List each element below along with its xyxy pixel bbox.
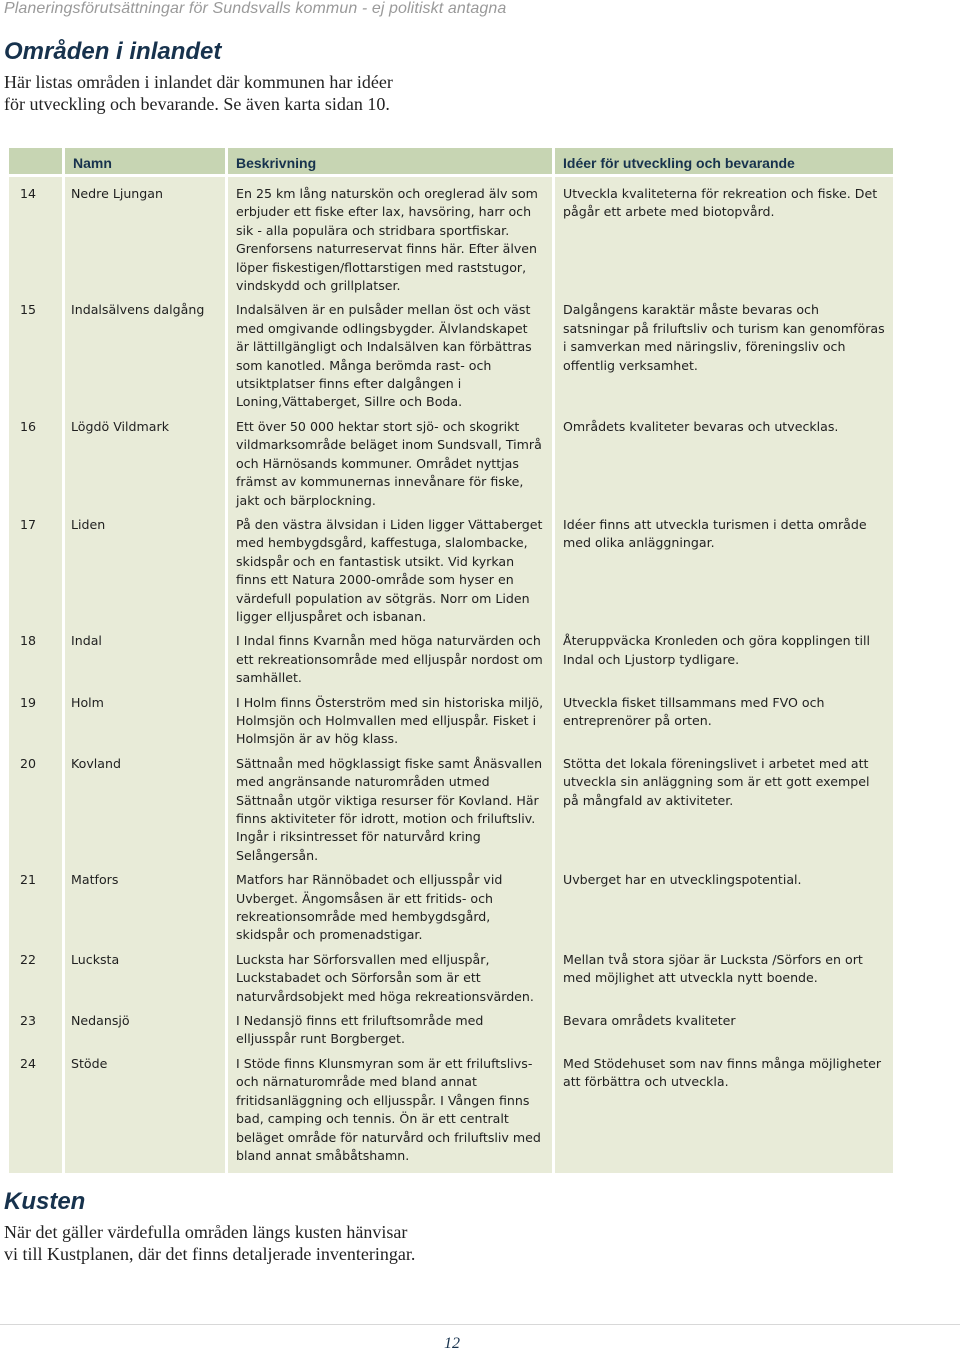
area-description: Sättnaån med högklassigt fiske samt Ånäsvallen med angränsande naturområden utmed Sättnaån utgör viktiga resurser för Kovland. Här finns aktiviteter för idrott, motion och friluftsliv. Ingår i riksintresset för naturvård kring Selångersån.: [228, 755, 552, 871]
area-number: 17: [9, 516, 62, 632]
header-description: Beskrivning: [228, 148, 552, 177]
table-row: [9, 1055, 893, 1173]
areas-table: [6, 148, 896, 1173]
table-row: [9, 301, 893, 417]
table-header-row: [9, 148, 893, 177]
table-row: [9, 755, 893, 871]
intro-line: för utveckling och bevarande. Se även karta sidan 10.: [4, 94, 390, 114]
table-row: [9, 1012, 893, 1055]
area-description: På den västra älvsidan i Liden ligger Vättaberget med hembygdsgård, kaffestuga, slalombacke, skidspår och en fantastisk utsikt. Vid kyrkan finns ett Natura 2000-område som hyser en värdefull population av sötgräs. Norr om Liden ligger elljuspåret och isbanan.: [228, 516, 552, 632]
area-name: Stöde: [65, 1055, 225, 1173]
section-intro-inlandet: [4, 71, 474, 115]
area-name: Holm: [65, 694, 225, 755]
area-description: Lucksta har Sörforsvallen med elljuspår, Luckstabadet och Sörforsån som är ett naturvårdsobjekt med höga rekreationsvärden.: [228, 951, 552, 1012]
area-name: Liden: [65, 516, 225, 632]
area-ideas: Mellan två stora sjöar är Lucksta /Sörfors en ort med möjlighet att utveckla nytt boende.: [555, 951, 893, 1012]
header-ideas: Idéer för utveckling och bevarande: [555, 148, 893, 177]
area-name: Nedre Ljungan: [65, 177, 225, 301]
header-name: Namn: [65, 148, 225, 177]
running-head: Planeringsförutsättningar för Sundsvalls kommun - ej politiskt antagna: [4, 0, 507, 17]
area-number: 24: [9, 1055, 62, 1173]
area-name: Lucksta: [65, 951, 225, 1012]
area-ideas: Utveckla fisket tillsammans med FVO och entreprenörer på orten.: [555, 694, 893, 755]
table-row: [9, 632, 893, 693]
area-name: Kovland: [65, 755, 225, 871]
area-number: 23: [9, 1012, 62, 1055]
area-number: 15: [9, 301, 62, 417]
table-row: [9, 418, 893, 516]
table-row: [9, 694, 893, 755]
area-name: Indalsälvens dalgång: [65, 301, 225, 417]
page-number: 12: [444, 1335, 460, 1352]
area-ideas: Områdets kvaliteter bevaras och utvecklas.: [555, 418, 893, 516]
area-description: I Nedansjö finns ett friluftsområde med elljusspår runt Borgberget.: [228, 1012, 552, 1055]
area-ideas: Med Stödehuset som nav finns många möjligheter att förbättra och utveckla.: [555, 1055, 893, 1173]
table-row: [9, 951, 893, 1012]
area-description: En 25 km lång naturskön och oreglerad älv som erbjuder ett fiske efter lax, havsöring, harr och sik - alla populära och stridbara sportfiskar. Grenforsens naturreservat finns här. Efter älven löper fiskestigen/flottarstigen med raststugor, vindskydd och grillplatser.: [228, 177, 552, 301]
area-number: 20: [9, 755, 62, 871]
area-description: Indalsälven är en pulsåder mellan öst och väst med omgivande odlingsbygder. Älvlandskapet är lättillgängligt och Indalsälven kan förbättras som kanotled. Många berömda rast- och utsiktplatser finns efter dalgången i Loning,Vättaberget, Sillre och Boda.: [228, 301, 552, 417]
area-name: Nedansjö: [65, 1012, 225, 1055]
section-title-inlandet: Områden i inlandet: [4, 38, 222, 65]
intro-line: Här listas områden i inlandet där kommunen har idéer: [4, 72, 393, 92]
area-ideas: Utveckla kvaliteterna för rekreation och fiske. Det pågår ett arbete med biotopvård.: [555, 177, 893, 301]
header-num: [9, 148, 62, 177]
area-number: 22: [9, 951, 62, 1012]
area-ideas: Återuppväcka Kronleden och göra kopplingen till Indal och Ljustorp tydligare.: [555, 632, 893, 693]
area-name: Indal: [65, 632, 225, 693]
table-row: [9, 177, 893, 301]
area-name: Matfors: [65, 871, 225, 951]
area-name: Lögdö Vildmark: [65, 418, 225, 516]
section-title-kusten: Kusten: [4, 1188, 86, 1215]
area-number: 14: [9, 177, 62, 301]
area-ideas: Stötta det lokala föreningslivet i arbetet med att utveckla sin anläggning som är ett gott exempel på mångfald av aktiviteter.: [555, 755, 893, 871]
area-description: Ett över 50 000 hektar stort sjö- och skogrikt vildmarksområde beläget inom Sundsvall, Timrå och Härnösands kommuner. Området nyttjas främst av kommunernas innevånare för fiske, jakt och bärplockning.: [228, 418, 552, 516]
table-row: [9, 871, 893, 951]
area-number: 18: [9, 632, 62, 693]
area-ideas: Bevara områdets kvaliteter: [555, 1012, 893, 1055]
area-ideas: Dalgångens karaktär måste bevaras och satsningar på friluftsliv och turism kan genomföras i samverkan med näringsliv, föreningsliv och offentlig verksamhet.: [555, 301, 893, 417]
area-description: I Stöde finns Klunsmyran som är ett friluftslivs- och närnaturområde med bland annat fritidsanläggning och elljusspår. I Vången finns bad, camping och tennis. Ön är ett centralt beläget område för naturvård och friluftsliv med bland annat småbåtshamn.: [228, 1055, 552, 1173]
area-description: Matfors har Rännöbadet och elljusspår vid Uvberget. Ängomsåsen är ett fritids- och rekreationsområde med hembygdsgård, skidspår och promenadstigar.: [228, 871, 552, 951]
area-description: I Indal finns Kvarnån med höga naturvärden och ett rekreationsområde med elljuspår nordost om samhället.: [228, 632, 552, 693]
area-number: 19: [9, 694, 62, 755]
area-number: 21: [9, 871, 62, 951]
footer-divider: [0, 1324, 960, 1325]
section-intro-kusten: [4, 1221, 474, 1265]
table-row: [9, 516, 893, 632]
area-ideas: Uvberget har en utvecklingspotential.: [555, 871, 893, 951]
area-ideas: Idéer finns att utveckla turismen i detta område med olika anläggningar.: [555, 516, 893, 632]
intro-line: vi till Kustplanen, där det finns detaljerade inventeringar.: [4, 1244, 416, 1264]
intro-line: När det gäller värdefulla områden längs kusten hänvisar: [4, 1222, 408, 1242]
area-description: I Holm finns Österström med sin historiska miljö, Holmsjön och Holmvallen med elljuspår. Fisket i Holmsjön är av hög klass.: [228, 694, 552, 755]
area-number: 16: [9, 418, 62, 516]
